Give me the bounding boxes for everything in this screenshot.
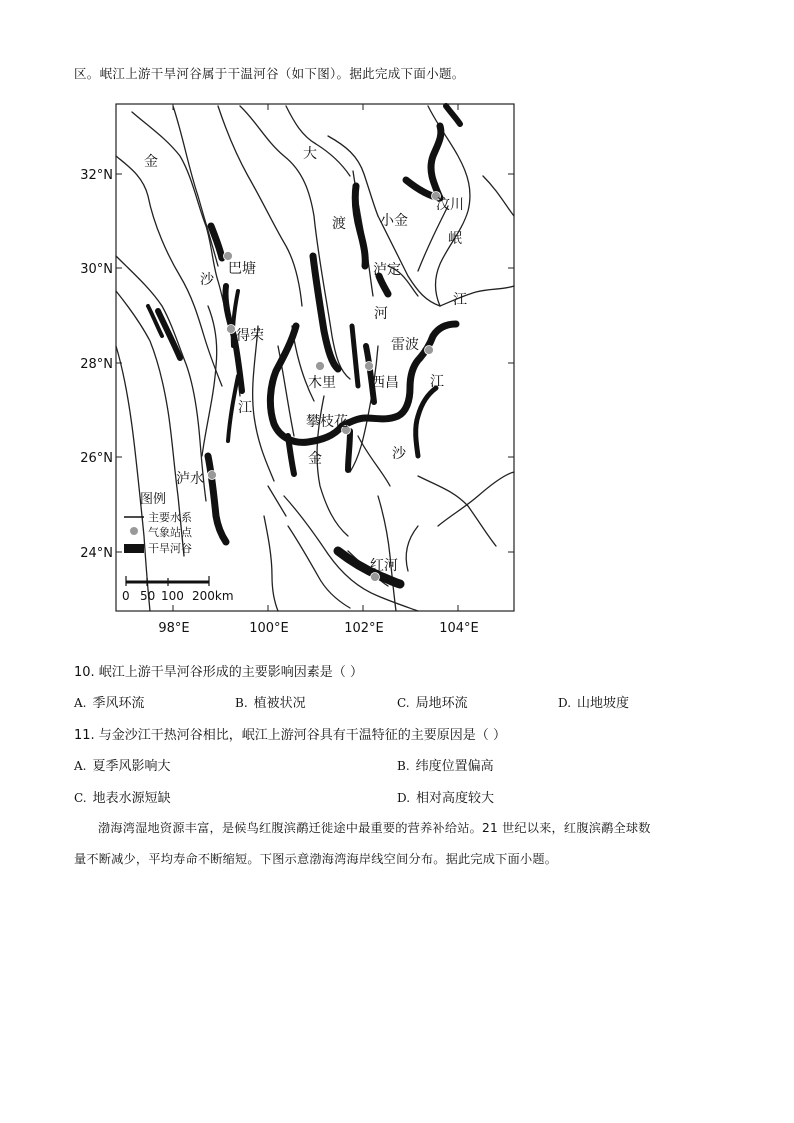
label-xiaojin: 小金 — [380, 213, 408, 229]
map-legend — [124, 492, 193, 555]
label-jiang1: 江 — [453, 292, 467, 308]
lat-label: 28°N — [80, 357, 113, 372]
label-derong: 得荣 — [236, 328, 264, 344]
question-10-stem: 10. 岷江上游干旱河谷形成的主要影响因素是（ ） — [74, 665, 363, 680]
lon-label: 102°E — [344, 621, 384, 636]
lat-label: 32°N — [80, 168, 113, 183]
dry-valley-map — [80, 96, 528, 641]
label-sha1: 沙 — [200, 272, 214, 288]
legend-river-label: 主要水系 — [148, 511, 192, 524]
label-jin1: 金 — [144, 154, 158, 170]
lat-label: 24°N — [80, 546, 113, 561]
scale-label: 50 — [140, 589, 156, 603]
legend-valley-label: 干旱河谷 — [148, 542, 192, 555]
q11-option-a[interactable]: A. 夏季风影响大 — [74, 759, 171, 774]
station-leibo — [425, 346, 434, 355]
label-jiang2: 江 — [430, 374, 444, 390]
q10-option-d[interactable]: D. 山地坡度 — [558, 696, 630, 711]
label-xichang: 西昌 — [371, 375, 399, 391]
q10-option-b[interactable]: B. 植被状况 — [235, 696, 306, 711]
q11-option-d[interactable]: D. 相对高度较大 — [397, 791, 495, 806]
scale-label: 100 — [161, 589, 184, 603]
station-xichang — [365, 362, 374, 371]
legend-title: 图例 — [140, 492, 167, 507]
label-da: 大 — [303, 146, 317, 162]
question-11-stem: 11. 与金沙江干热河谷相比，岷江上游河谷具有干温特征的主要原因是（ ） — [74, 728, 506, 743]
scale-label: 200km — [192, 589, 234, 603]
station-lushui — [208, 471, 217, 480]
lon-label: 100°E — [249, 621, 289, 636]
legend-station-swatch — [130, 527, 138, 535]
label-muli: 木里 — [308, 375, 336, 391]
scale-bar — [122, 576, 234, 603]
label-luding: 泸定 — [373, 262, 401, 278]
station-muli — [316, 362, 325, 371]
intro-text: 区。岷江上游干旱河谷属于干温河谷（如下图）。据此完成下面小题。 — [74, 66, 465, 81]
lon-label: 104°E — [439, 621, 479, 636]
passage-line-1: 渤海湾湿地资源丰富，是候鸟红腹滨鹬迁徙途中最重要的营养补给站。21 世纪以来，红腹滨鹬全球数 — [98, 821, 651, 835]
legend-valley-swatch — [124, 544, 144, 553]
label-min: 岷 — [448, 231, 462, 247]
station-derong — [227, 325, 236, 334]
lat-label: 26°N — [80, 451, 113, 466]
label-jin2: 金 — [308, 451, 322, 467]
station-batang — [224, 252, 233, 261]
label-batang: 巴塘 — [228, 261, 256, 277]
label-leibo: 雷波 — [391, 337, 419, 353]
label-du: 渡 — [332, 216, 346, 232]
lon-label: 98°E — [158, 621, 190, 636]
label-jiang3: 江 — [238, 400, 252, 416]
passage-line-2: 量不断减少，平均寿命不断缩短。下图示意渤海湾海岸线空间分布。据此完成下面小题。 — [74, 852, 558, 866]
legend-station-label: 气象站点 — [148, 526, 192, 539]
q11-option-b[interactable]: B. 纬度位置偏高 — [397, 759, 494, 774]
q10-option-a[interactable]: A. 季风环流 — [74, 696, 145, 711]
scale-label: 0 — [122, 589, 130, 603]
label-wenchuan: 汶川 — [436, 197, 464, 213]
label-he: 河 — [374, 306, 388, 322]
label-sha2: 沙 — [392, 446, 406, 462]
label-panzhihua: 攀枝花 — [306, 414, 348, 430]
label-honghe: 红河 — [370, 558, 398, 574]
label-lushui: 泸水 — [176, 471, 204, 487]
q10-option-c[interactable]: C. 局地环流 — [397, 696, 468, 711]
q11-option-c[interactable]: C. 地表水源短缺 — [74, 791, 171, 806]
lat-label: 30°N — [80, 262, 113, 277]
